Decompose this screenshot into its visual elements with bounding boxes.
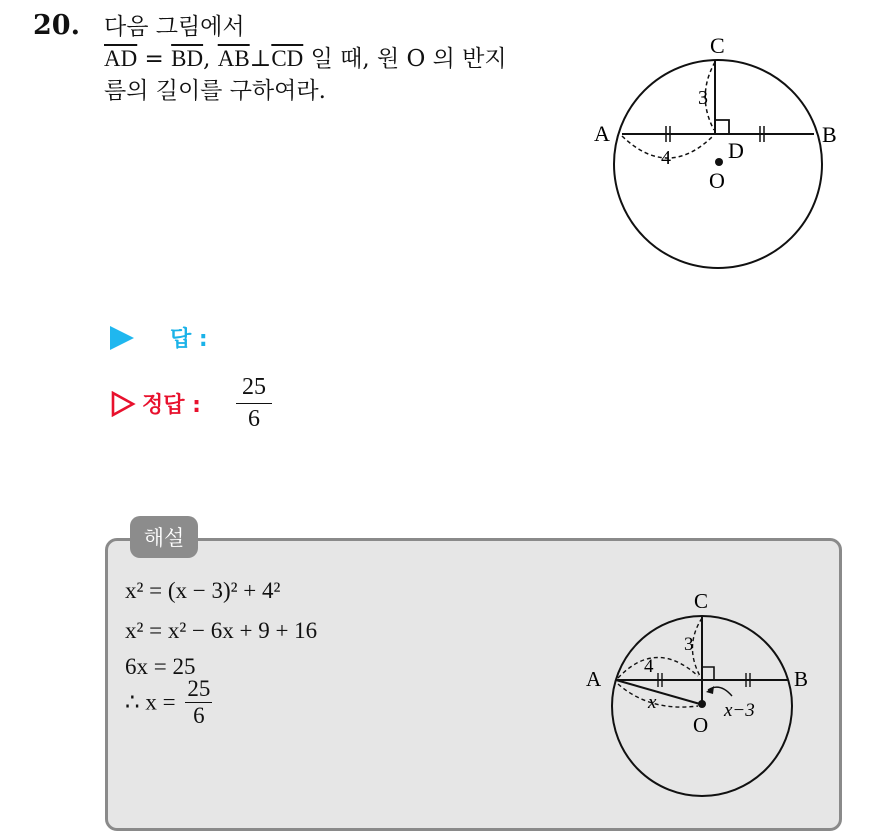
equals-sign: =	[137, 46, 172, 72]
segment-ad: $\overline{AD}$	[104, 46, 138, 71]
filled-triangle-icon	[110, 326, 134, 350]
center-point-o	[715, 158, 723, 166]
label2-c: C	[694, 589, 709, 613]
label2-a: A	[586, 667, 602, 691]
explanation-line-1: x² = (x − 3)² + 4²	[125, 578, 281, 603]
label2-length-4: 4	[644, 656, 654, 677]
arrowhead	[706, 686, 714, 694]
label-length-4: 4	[661, 147, 671, 169]
right-angle-mark	[715, 120, 729, 134]
label-c: C	[710, 33, 725, 58]
question-number: 20.	[33, 10, 80, 41]
question-line-1: 다음 그림에서	[104, 14, 245, 40]
explanation-line-3: 6x = 25	[125, 654, 196, 679]
brace-cd-2	[692, 618, 702, 676]
brace-ao	[618, 684, 698, 707]
question-line-2-tail: 일 때, 원 O 의 반지	[303, 46, 507, 72]
label2-x-minus-3: x−3	[724, 700, 755, 721]
explanation-line-4	[125, 676, 212, 729]
comma-separator: ,	[203, 46, 218, 72]
explanation-tab: 해설	[130, 516, 198, 558]
correct-answer-label: 정답 :	[142, 393, 201, 418]
correct-answer-numerator: 25	[236, 374, 272, 404]
center-point-o-2	[698, 700, 706, 708]
segment-cd: $\overline{CD}$	[271, 46, 304, 71]
explanation-denominator: 6	[193, 703, 205, 728]
answer-correct-row	[110, 388, 201, 419]
label-o: O	[709, 168, 725, 193]
explanation-figure	[580, 580, 830, 825]
label-length-3: 3	[698, 87, 708, 109]
circle-figure	[590, 30, 860, 275]
correct-answer-fraction	[236, 374, 272, 433]
label-b: B	[822, 122, 837, 147]
question-line-3: 름의 길이를 구하여라.	[104, 78, 326, 104]
label-d: D	[728, 138, 744, 163]
answer-blank-row	[110, 322, 208, 353]
question-line-2	[104, 43, 574, 75]
outline-triangle-icon	[110, 391, 136, 417]
question-text	[104, 11, 574, 107]
label2-b: B	[794, 667, 809, 691]
label2-length-3: 3	[684, 634, 694, 655]
label2-x: x	[648, 692, 657, 713]
explanation-line-2: x² = x² − 6x + 9 + 16	[125, 618, 318, 643]
segment-bd: $\overline{BD}$	[171, 46, 204, 71]
right-angle-mark-2	[702, 667, 714, 680]
correct-answer-denominator: 6	[248, 406, 260, 432]
explanation-numerator: 25	[187, 676, 211, 701]
label2-o: O	[693, 713, 709, 737]
label-a: A	[594, 121, 610, 146]
perpendicular-symbol: ⊥	[249, 46, 272, 72]
segment-ab: $\overline{AB}$	[217, 46, 250, 71]
explanation-line-4-prefix: ∴ x =	[125, 689, 182, 715]
explanation-fraction	[185, 676, 212, 729]
answer-label: 답 :	[170, 327, 208, 352]
